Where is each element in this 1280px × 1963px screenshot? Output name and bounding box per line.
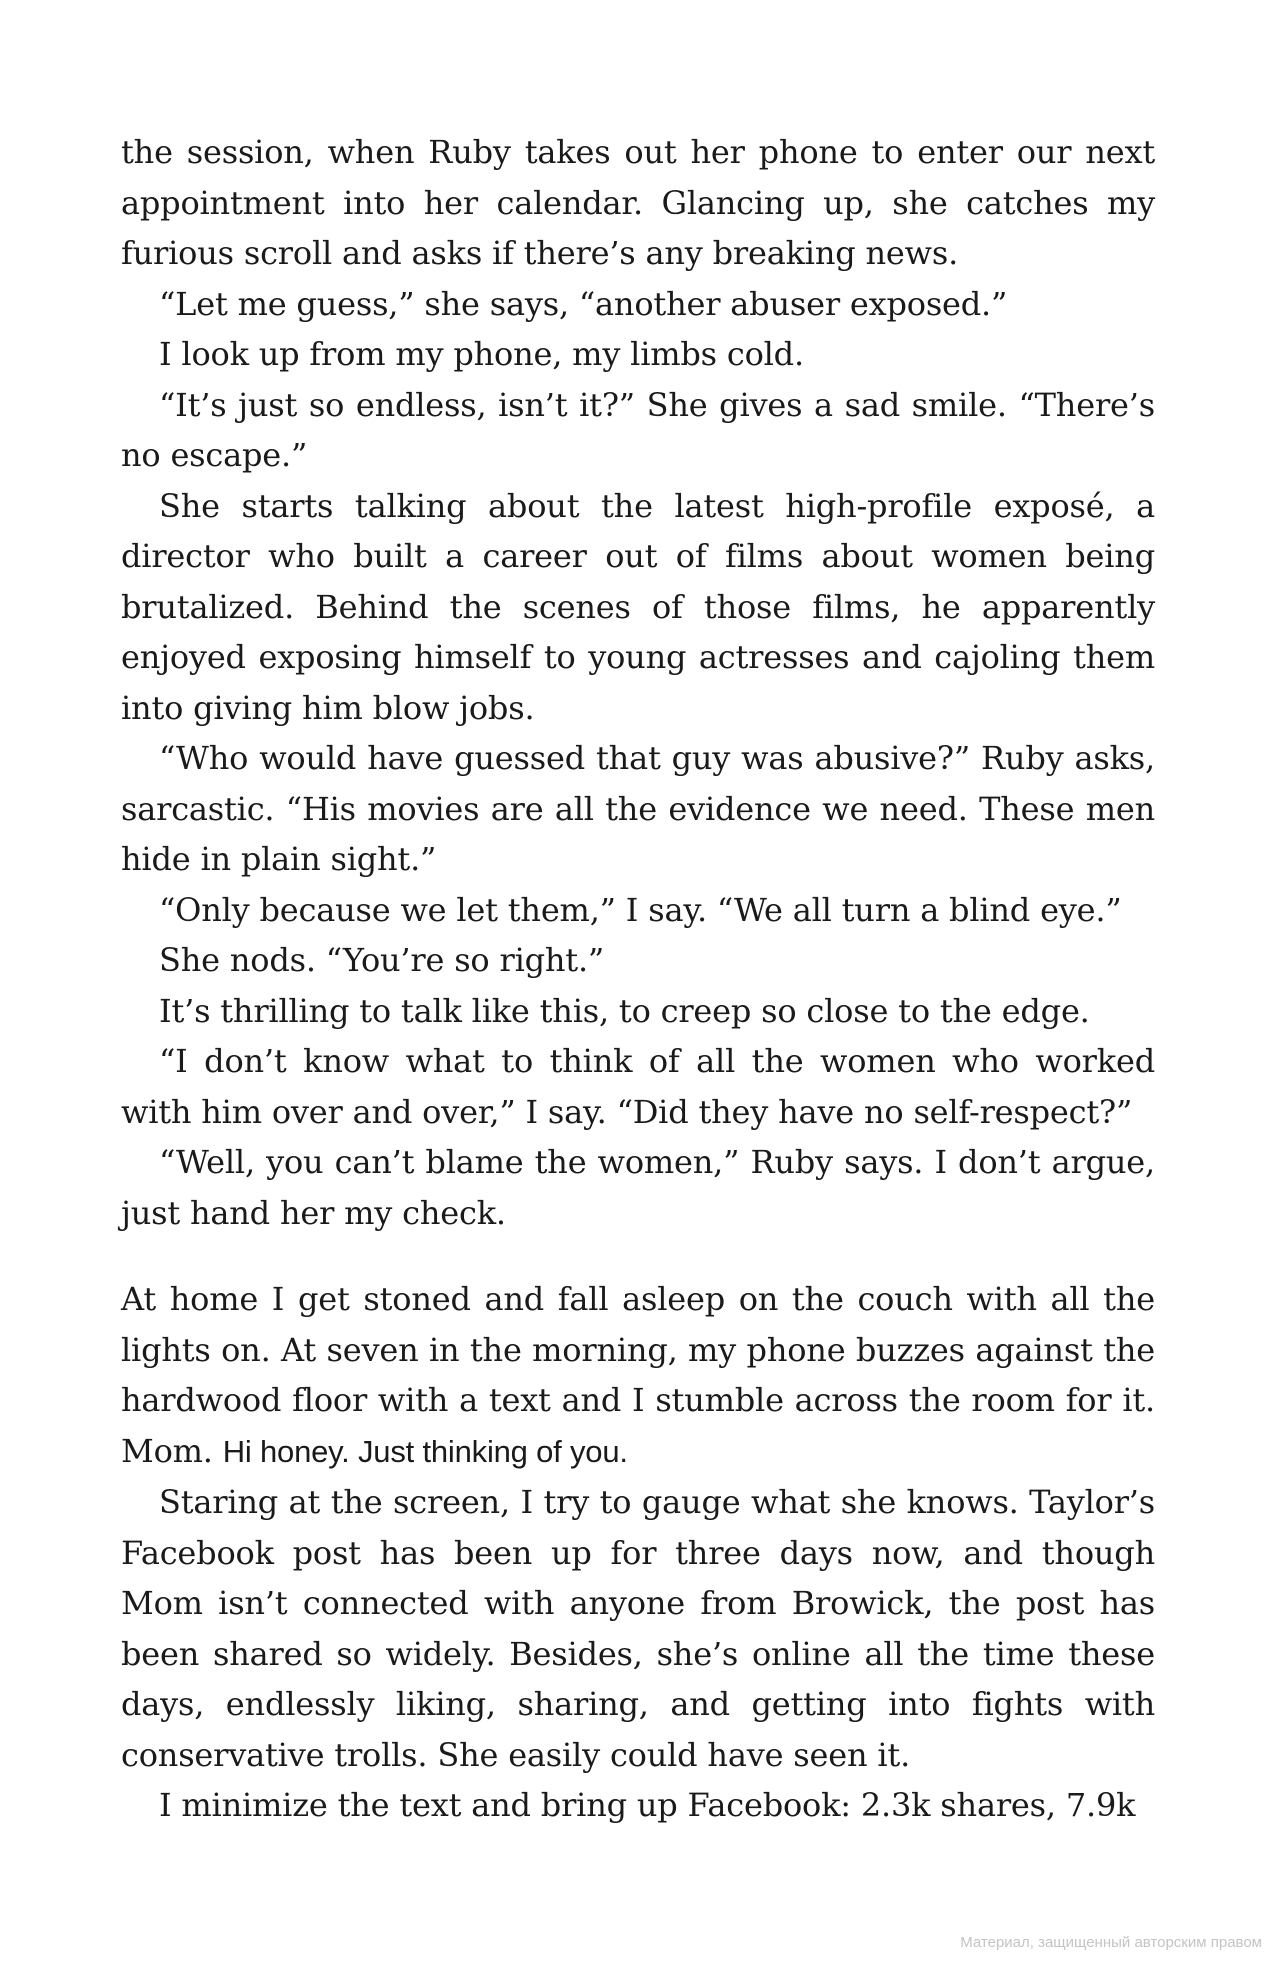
paragraph: Staring at the screen, I try to gauge what she knows. Taylor’s Facebook post has been up for three days now, and though Mom isn’t connected with anyone from Browick, the post has been shared so widely. Besides, she’s online all the time these days, endlessly liking, sharing, and getting into fights with conservative trolls. She easily could have seen it. [121,1483,1155,1774]
paragraph: “Let me guess,” she says, “another abuser exposed.” [159,284,1008,323]
paragraph: “I don’t know what to think of all the women who worked with him over and over,” I say. “Did they have no self-respect?” [121,1042,1155,1131]
paragraph-continued: the session, when Ruby takes out her phone to enter our next appointment into her calendar. Glancing up, she catches my furious scroll and asks if there’s any breaking news. [121,133,1155,272]
book-page [121,127,1155,1831]
paragraph-text: At home I get stoned and fall asleep on the couch with all the lights on. At seven in the morning, my phone buzzes against the hardwood floor with a text and I stumble across the room for it. Mom. [121,1280,1155,1470]
paragraph: She starts talking about the latest high-profile exposé, a director who built a career out of films about women being brutalized. Behind the scenes of those films, he apparently enjoyed exposing himself to young actresses and cajoling them into giving him blow jobs. [121,486,1155,727]
section-break-paragraph [121,1274,1155,1477]
paragraph: I look up from my phone, my limbs cold. [159,335,804,373]
paragraph: “Who would have guessed that guy was abusive?” Ruby asks, sarcastic. “His movies are all the evidence we need. These men hide in plain sight.” [121,739,1155,878]
paragraph: It’s thrilling to talk like this, to creep so close to the edge. [159,991,1090,1030]
paragraph: “It’s just so endless, isn’t it?” She gives a sad smile. “There’s no escape.” [121,385,1155,474]
paragraph: I minimize the text and bring up Facebook: 2.3k shares, 7.9k [159,1786,1136,1824]
paragraph: “Well, you can’t blame the women,” Ruby says. I don’t argue, just hand her my check. [121,1143,1155,1232]
text-message: Hi honey. Just thinking of you. [222,1433,628,1469]
paragraph: “Only because we let them,” I say. “We all turn a blind eye.” [159,890,1122,929]
copyright-watermark: Материал, защищенный авторским правом [960,1934,1262,1951]
paragraph: She nods. “You’re so right.” [159,941,605,979]
